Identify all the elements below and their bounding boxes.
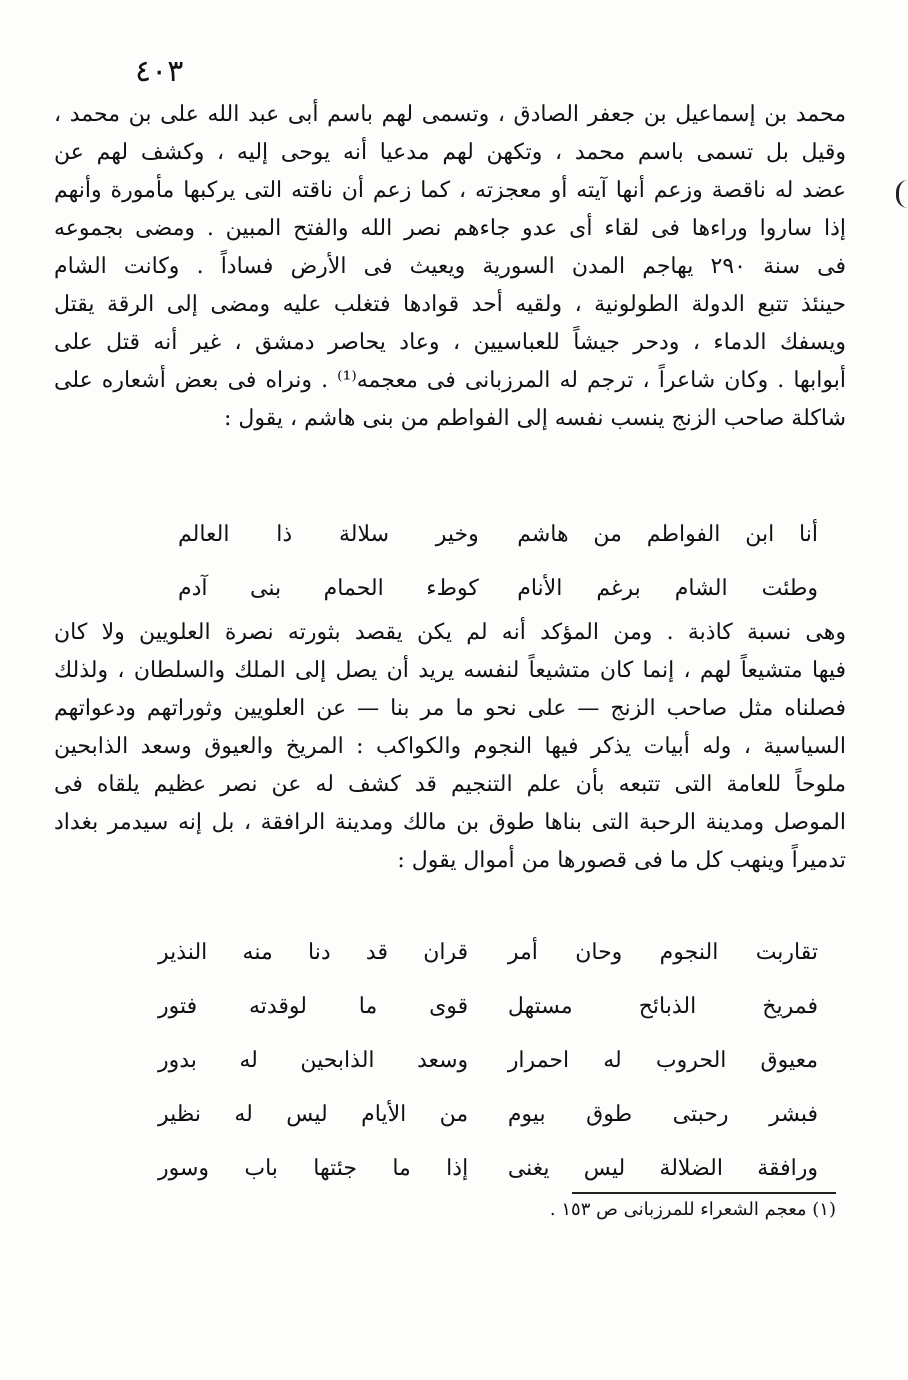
second-hemistich: إذا ما جئتها باب وسور	[158, 1156, 469, 1181]
text-line: الموصل ومدينة الرحبة التى بناها طوق بن مالك ومدينة الرافقة ، بل إنه سيدمر بغداد	[54, 810, 846, 835]
text-line: عضد له ناقصة وزعم أنها آيته أو معجزته ، كما زعم أن ناقته التى يركبها مأمورة وأنهم	[54, 178, 846, 203]
paragraph-1	[54, 96, 846, 438]
text-line: تدميراً وينهب كل ما فى قصورها من أموال يقول :	[397, 848, 846, 873]
paragraph-2	[54, 614, 846, 880]
first-hemistich: وطئت الشام برغم الأنام	[517, 576, 818, 601]
text-line: السياسية ، وله أبيات يذكر فيها النجوم والكواكب : المريخ والعيوق وسعد الذابحين	[54, 734, 846, 759]
poem-verse	[158, 1088, 818, 1142]
poem-verse	[158, 1034, 818, 1088]
first-hemistich: فبشر رحبتى طوق بيوم	[507, 1102, 818, 1127]
footnote: (١) معجم الشعراء للمرزبانى ص ١٥٣ .	[549, 1199, 836, 1220]
text-line: وهى نسبة كاذبة . ومن المؤكد أنه لم يكن يقصد بثورته نصرة العلويين ولا كان	[54, 620, 846, 645]
text-line: ويسفك الدماء ، ودحر جيشاً للعباسيين ، وعاد يحاصر دمشق ، غير أنه قتل على	[54, 330, 846, 355]
poem-verse	[178, 562, 818, 616]
text-line: شاكلة صاحب الزنج ينسب نفسه إلى الفواطم من بنى هاشم ، يقول :	[224, 406, 846, 431]
first-hemistich: ورافقة الضلالة ليس يغنى	[507, 1156, 818, 1181]
second-hemistich: وسعد الذابحين له بدور	[158, 1048, 469, 1073]
page-number: ٤٠٣	[135, 54, 184, 89]
page-edge-mark	[896, 180, 908, 208]
text-line: وقيل بل تسمى باسم محمد ، وتكهن لهم مدعيا أنه يوحى إليه ، وكشف لهم عن	[54, 140, 846, 165]
text-line: فى سنة ٢٩٠ يهاجم المدن السورية ويعيث فى الأرض فساداً . وكانت الشام	[54, 254, 846, 279]
first-hemistich: فمريخ الذبائح مستهل	[507, 994, 818, 1019]
text-line: إذا ساروا وراءها فى لقاء أى عدو جاءهم نصر الله والفتح المبين . ومضى بجموعه	[54, 216, 846, 241]
second-hemistich: من الأيام ليس له نظير	[158, 1102, 469, 1127]
second-hemistich: قوى ما لوقدته فتور	[158, 994, 469, 1019]
first-hemistich: تقاربت النجوم وحان أمر	[507, 940, 818, 965]
first-hemistich: أنا ابن الفواطم من هاشم	[517, 522, 818, 547]
poem-verse	[158, 926, 818, 980]
second-hemistich: وخير سلالة ذا العالم	[178, 522, 479, 547]
second-hemistich: قران قد دنا منه النذير	[158, 940, 469, 965]
poem-1	[178, 508, 818, 616]
poem-verse	[158, 980, 818, 1034]
text-line: محمد بن إسماعيل بن جعفر الصادق ، وتسمى لهم باسم أبى عبد الله على بن محمد ،	[54, 102, 846, 127]
text-line: ملوحاً للعامة التى تتبعه بأن علم التنجيم قد كشف له عن نصر عظيم يلقاه فى	[54, 772, 846, 797]
text-line: فيها متشيعاً لهم ، إنما كان متشيعاً لنفسه يريد أن يصل إلى الملك والسلطان ، ولذلك	[54, 658, 846, 683]
second-hemistich: كوطء الحمام بنى آدم	[178, 576, 479, 601]
text-line: حينئذ تتبع الدولة الطولونية ، ولقيه أحد قوادها فتغلب عليه ومضى إلى الرقة يقتل	[54, 292, 846, 317]
poem-verse	[158, 1142, 818, 1196]
text-line: فصلناه مثل صاحب الزنج — على نحو ما مر بنا — عن العلويين وثوراتهم ودعواتهم	[54, 696, 846, 721]
footnote-divider	[572, 1192, 836, 1194]
first-hemistich: معيوق الحروب له احمرار	[507, 1048, 818, 1073]
text-line: أبوابها . وكان شاعراً ، ترجم له المرزبانى فى معجمه⁽¹⁾ . ونراه فى بعض أشعاره على	[54, 368, 847, 393]
poem-2	[158, 926, 818, 1196]
poem-verse	[178, 508, 818, 562]
